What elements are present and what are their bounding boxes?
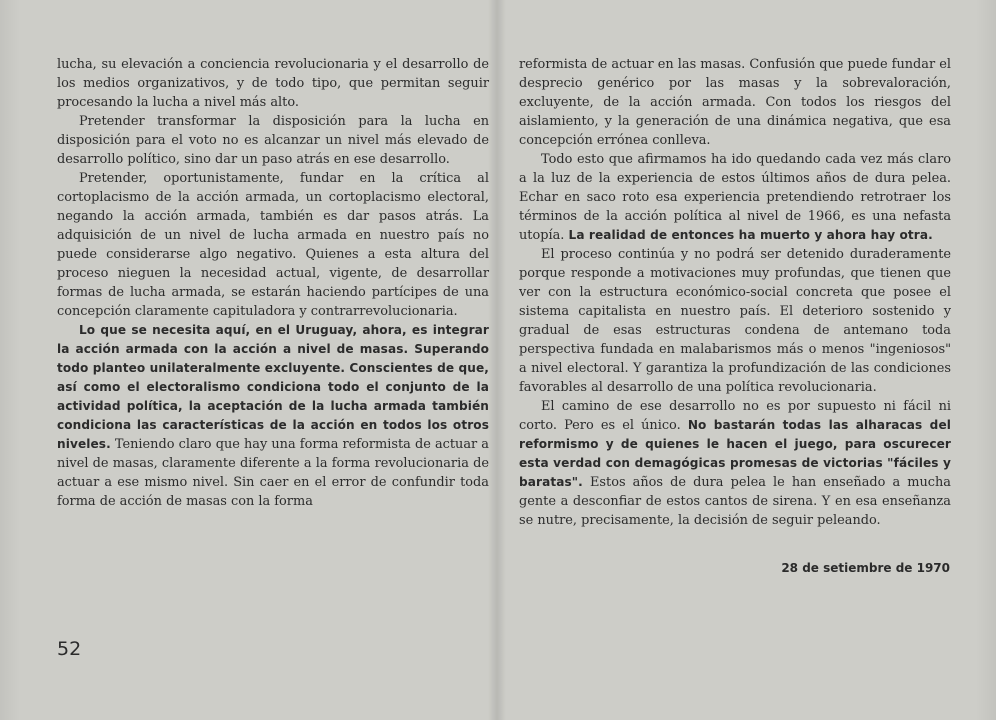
paragraph bbox=[519, 150, 951, 245]
text-run: Todo esto que afirmamos ha ido quedando cada vez más claro a la luz de la experiencia de estos últimos años de dura pelea. Echar en saco roto esa experiencia pretendiendo retrotraer los términos de la acción política al nivel de 1966, es una nefasta utopía. bbox=[519, 152, 951, 243]
text-run: Teniendo claro que hay una forma reformista de actuar a nivel de masas, claramente diferente a la forma revolucionaria de actuar a ese mismo nivel. Sin caer en el error de confundir toda forma de acción de masas con la forma bbox=[57, 437, 489, 509]
bold-passage: No bastarán todas las alharacas del reformismo y de quienes le hacen el juego, para oscurecer esta verdad con demagógicas promesas de victorias "fáciles y baratas". bbox=[519, 418, 951, 489]
date-signature: 28 de setiembre de 1970 bbox=[781, 561, 950, 575]
text-run: El camino de ese desarrollo no es por supuesto ni fácil ni corto. Pero es el único. bbox=[519, 399, 951, 433]
paragraph bbox=[57, 321, 489, 511]
left-column bbox=[57, 55, 489, 511]
right-column bbox=[519, 55, 951, 530]
paragraph: lucha, su elevación a conciencia revolucionaria y el desarrollo de los medios organizativos, y de todo tipo, que permitan seguir procesando la lucha a nivel más alto. bbox=[57, 57, 489, 110]
paragraph: Pretender transformar la disposición para la lucha en disposición para el voto no es alcanzar un nivel más elevado de desarrollo político, sino dar un paso atrás en ese desarrollo. bbox=[57, 114, 489, 167]
bold-passage: La realidad de entonces ha muerto y ahora hay otra. bbox=[568, 228, 933, 242]
bold-passage: Lo que se necesita aquí, en el Uruguay, ahora, es integrar la acción armada con la acción a nivel de masas. Superando todo planteo unilateralmente excluyente. Conscientes de que, así como el electoralismo condiciona todo el conjunto de la actividad política, la aceptación de la lucha armada también condiciona las características de la acción en todos los otros niveles. bbox=[57, 323, 489, 451]
paragraph bbox=[519, 397, 951, 530]
text-run: Estos años de dura pelea le han enseñado a mucha gente a desconfiar de estos cantos de sirena. Y en esa enseñanza se nutre, precisamente, la decisión de seguir peleando. bbox=[519, 475, 951, 528]
page-number: 52 bbox=[57, 638, 82, 660]
paragraph: El proceso continúa y no podrá ser detenido duraderamente porque responde a motivaciones muy profundas, que tienen que ver con la estructura económico-social concreta que posee el sistema capitalista en nuestro país. El deterioro sostenido y gradual de esas estructuras condena de antemano toda perspectiva fundada en malabarismos más o menos "ingeniosos" a nivel electoral. Y garantiza la profundización de las condiciones favorables al desarrollo de una política revolucionaria. bbox=[519, 247, 951, 395]
paragraph: Pretender, oportunistamente, fundar en la crítica al cortoplacismo de la acción armada, un cortoplacismo electoral, negando la acción armada, también es dar pasos atrás. La adquisición de un nivel de lucha armada en nuestro país no puede considerarse algo negativo. Quienes a esta altura del proceso nieguen la necesidad actual, vigente, de desarrollar formas de lucha armada, se estarán haciendo partícipes de una concepción claramente capituladora y contrarrevolucionaria. bbox=[57, 171, 489, 319]
paragraph: reformista de actuar en las masas. Confusión que puede fundar el desprecio genérico por las masas y la sobrevaloración, excluyente, de la acción armada. Con todos los riesgos del aislamiento, y la generación de una dinámica negativa, que esa concepción errónea conlleva. bbox=[519, 57, 951, 148]
